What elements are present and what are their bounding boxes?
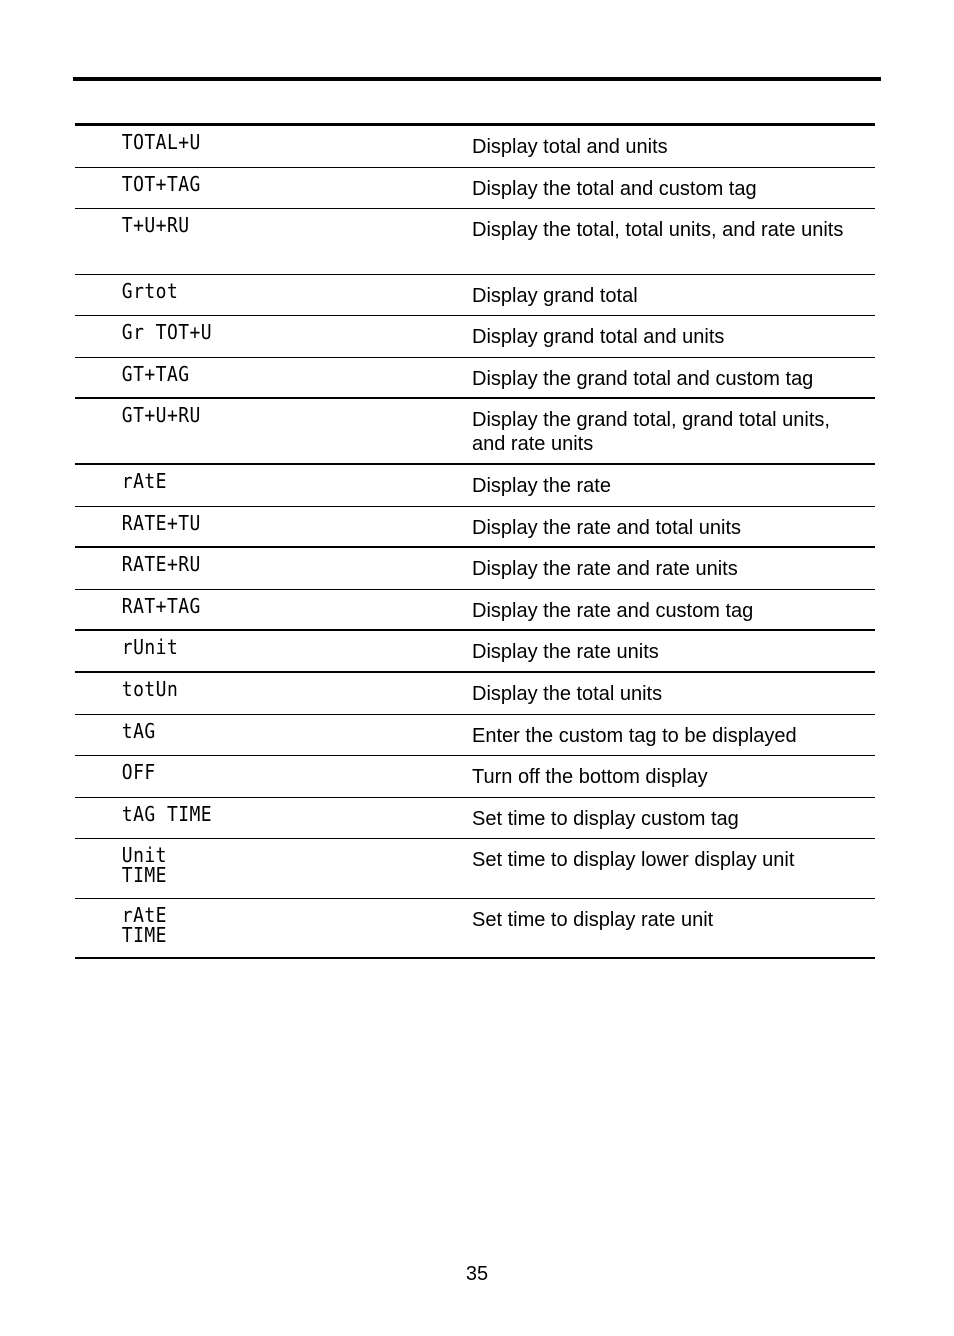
lcd-code: T+U+RU bbox=[121, 213, 190, 238]
page-number: 35 bbox=[465, 1263, 489, 1285]
lcd-code: tAG bbox=[121, 718, 156, 743]
lcd-code: OFF bbox=[121, 760, 156, 785]
row-description: Turn off the bottom display bbox=[472, 766, 708, 789]
lcd-code: Grtot bbox=[121, 278, 179, 303]
row-description: Display the rate bbox=[472, 474, 611, 497]
row-description: Set time to display lower display unit bbox=[472, 849, 795, 872]
table-row bbox=[75, 631, 875, 673]
table-row bbox=[75, 899, 875, 959]
table-row bbox=[75, 548, 875, 590]
lcd-code: rAtE TIME bbox=[121, 903, 167, 948]
table-row bbox=[75, 590, 875, 632]
row-description: Display the grand total and custom tag bbox=[472, 367, 814, 390]
lcd-code: GT+TAG bbox=[121, 361, 190, 386]
row-description: Display the total and custom tag bbox=[472, 177, 757, 200]
table-row bbox=[75, 358, 875, 400]
table-row bbox=[75, 316, 875, 358]
row-description: Display the rate and rate units bbox=[472, 558, 738, 581]
lcd-code: totUn bbox=[121, 676, 179, 701]
lcd-code: rUnit bbox=[121, 635, 179, 660]
row-description: Display the grand total, grand total units, and rate units bbox=[472, 409, 830, 456]
lcd-code: RATE+TU bbox=[121, 510, 201, 535]
row-description: Display grand total and units bbox=[472, 326, 725, 349]
table-row bbox=[75, 209, 875, 275]
row-description: Display the total units bbox=[472, 682, 663, 705]
lcd-code: tAG TIME bbox=[121, 801, 213, 826]
lcd-code: rAtE bbox=[121, 468, 167, 493]
lcd-code: RATE+RU bbox=[121, 552, 201, 577]
table-row bbox=[75, 507, 875, 549]
row-description: Enter the custom tag to be displayed bbox=[472, 724, 797, 747]
lcd-code: Gr TOT+U bbox=[121, 320, 213, 345]
lcd-code: RAT+TAG bbox=[121, 593, 201, 618]
row-description: Display the rate and total units bbox=[472, 516, 742, 539]
table-row bbox=[75, 399, 875, 465]
header-rule bbox=[73, 77, 881, 81]
row-description: Display grand total bbox=[472, 284, 638, 307]
row-description: Display the total, total units, and rate units bbox=[472, 219, 844, 242]
row-description: Set time to display custom tag bbox=[472, 807, 739, 830]
table-row bbox=[75, 168, 875, 210]
row-description: Display total and units bbox=[472, 136, 668, 158]
lcd-code: TOTAL+U bbox=[121, 130, 201, 154]
row-description: Set time to display rate unit bbox=[472, 909, 714, 932]
table-row bbox=[75, 126, 875, 168]
table-row bbox=[75, 756, 875, 798]
lcd-code: GT+U+RU bbox=[121, 403, 201, 428]
table-row bbox=[75, 798, 875, 840]
table-row bbox=[75, 839, 875, 899]
display-options-table bbox=[75, 123, 875, 959]
row-description: Display the rate units bbox=[472, 641, 659, 664]
table-row bbox=[75, 465, 875, 507]
table-row bbox=[75, 673, 875, 715]
lcd-code: Unit TIME bbox=[121, 843, 167, 888]
table-row bbox=[75, 715, 875, 757]
lcd-code: TOT+TAG bbox=[121, 171, 201, 196]
row-description: Display the rate and custom tag bbox=[472, 599, 754, 622]
table-row bbox=[75, 275, 875, 317]
